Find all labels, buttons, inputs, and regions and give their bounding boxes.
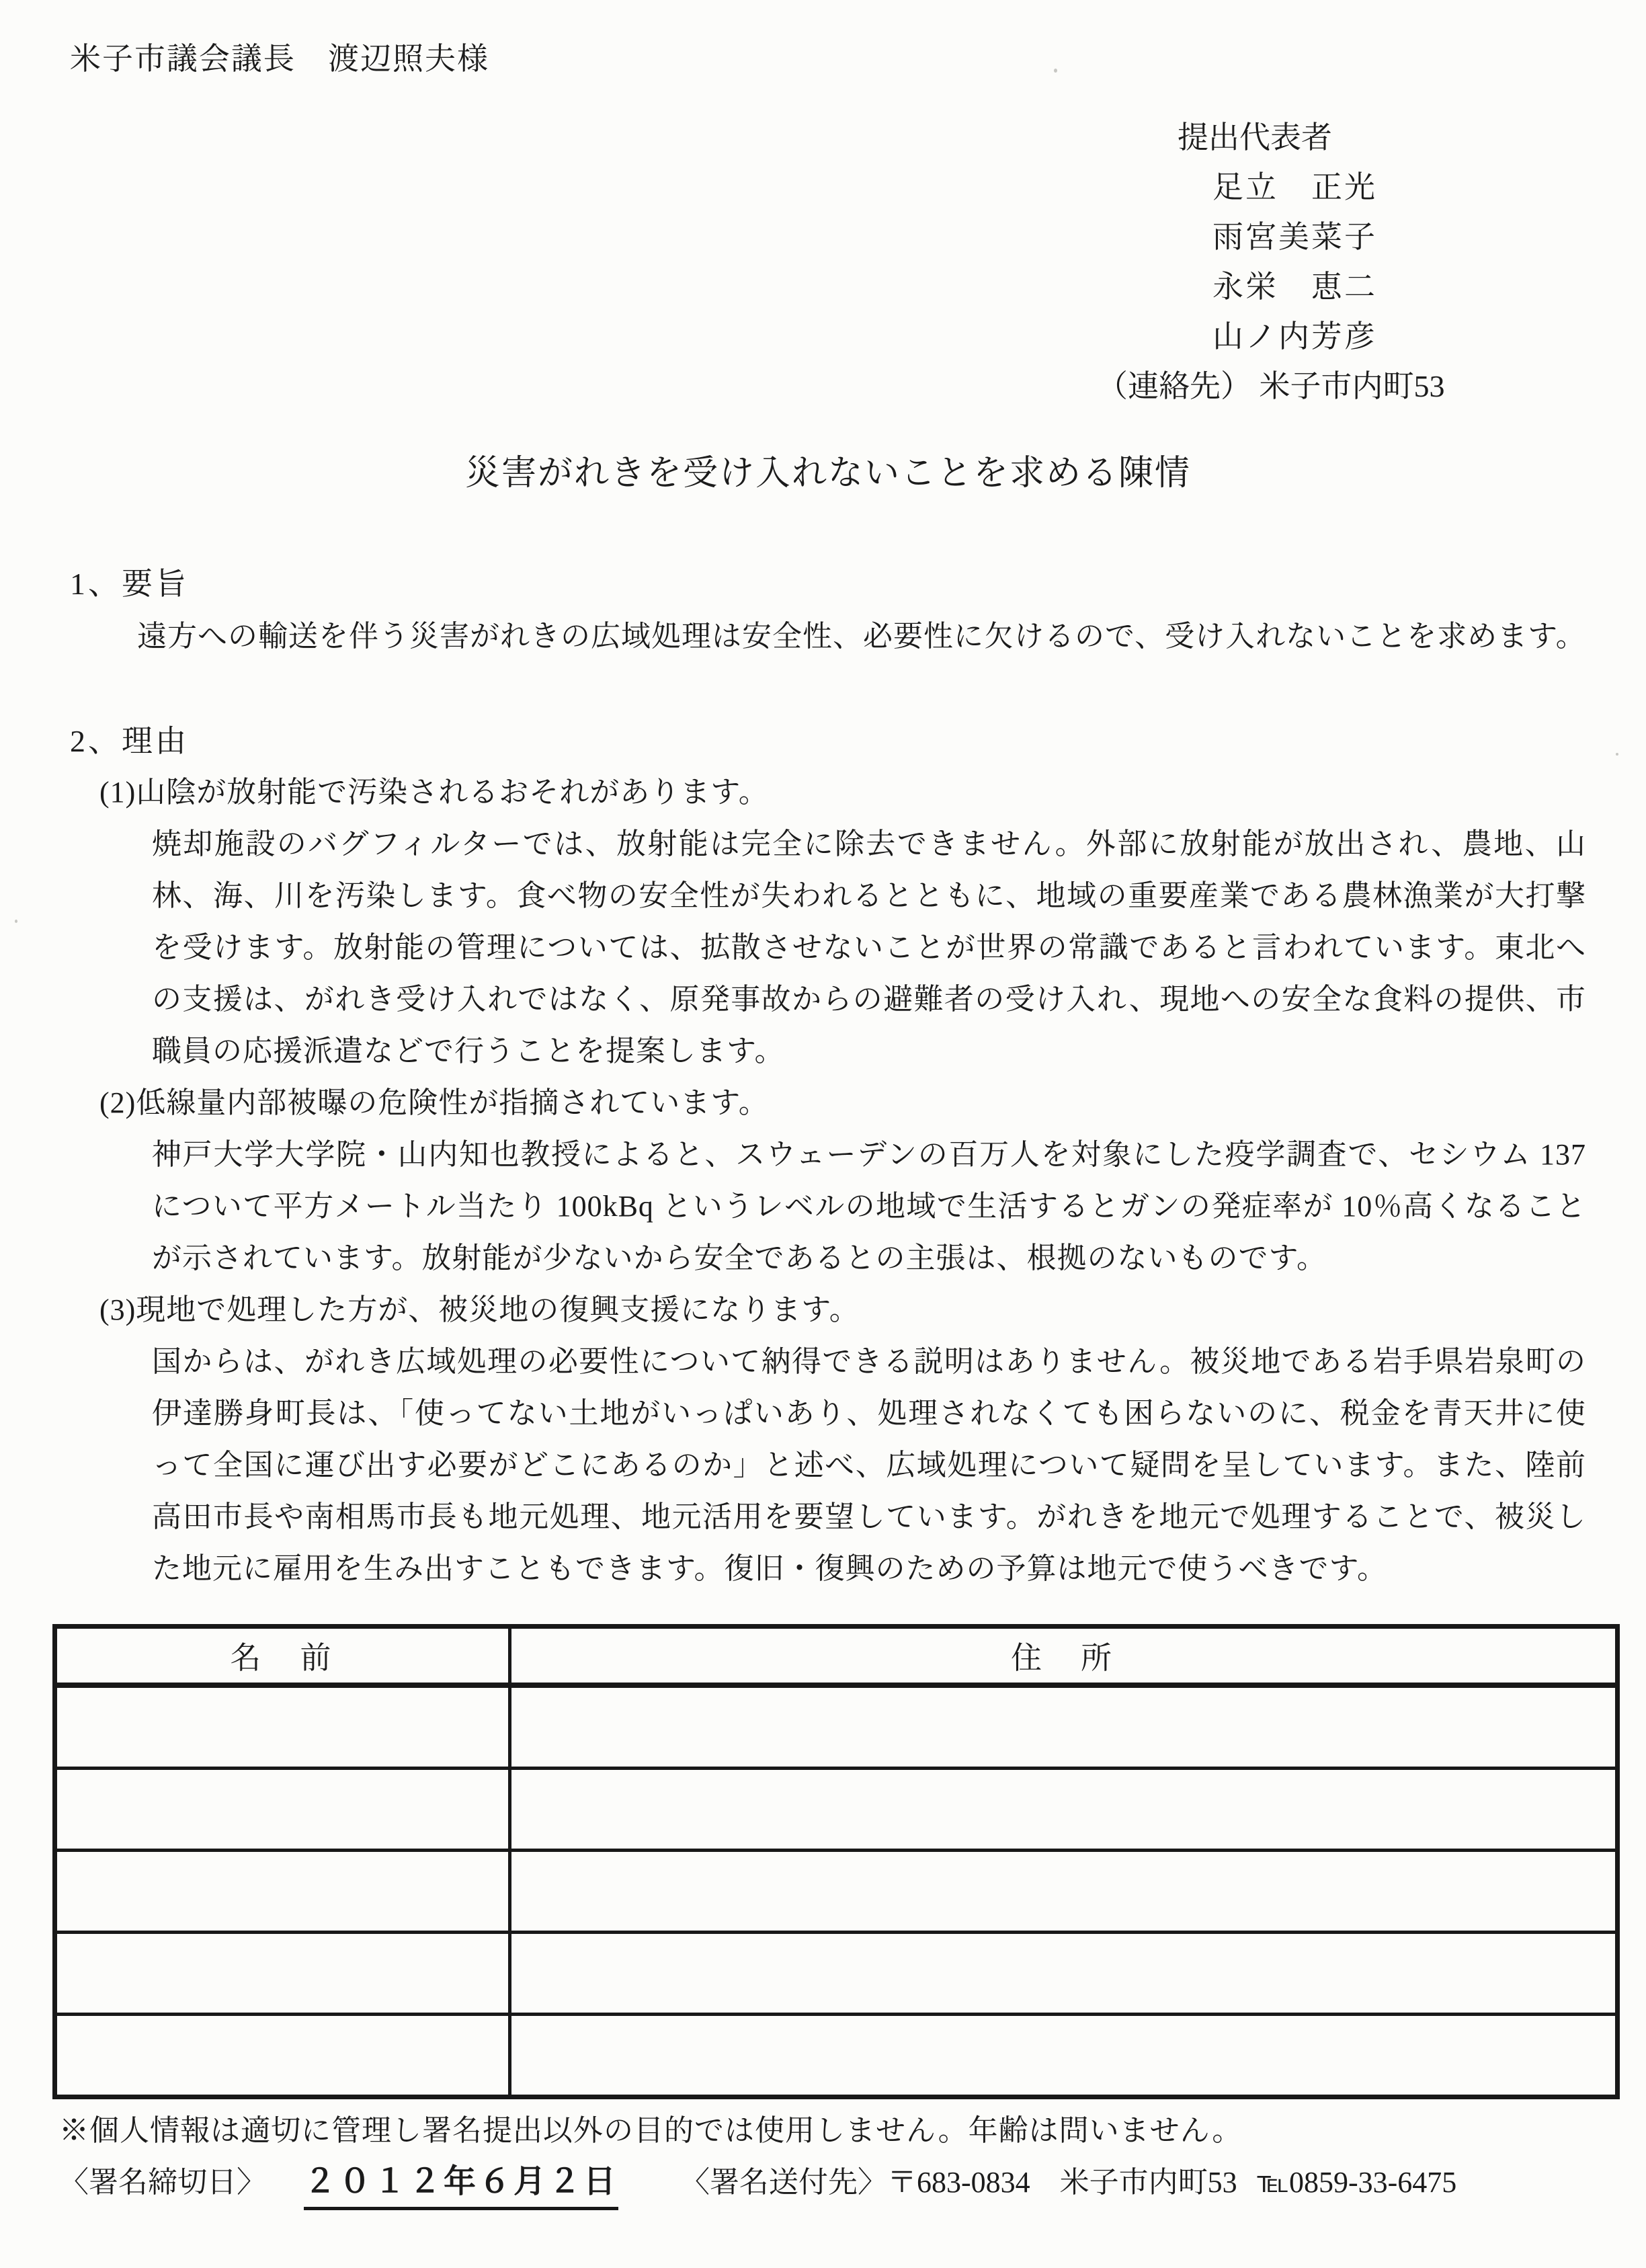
phone-number: ℡0859-33-6475	[1257, 2166, 1457, 2199]
signature-cell-name	[55, 1685, 510, 1769]
signature-row	[55, 1933, 1618, 2015]
column-header-name: 名 前	[55, 1627, 510, 1686]
signature-cell-address	[510, 1685, 1618, 1769]
scan-speck	[1054, 69, 1057, 73]
signature-cell-address	[510, 1933, 1618, 2015]
representative-name: 足立 正光	[1212, 170, 1377, 204]
column-header-address: 住 所	[510, 1627, 1618, 1686]
reason-3-body: 国からは、がれき広域処理の必要性について納得できる説明はありません。被災地である岩手県岩泉町の伊達勝身町長は、「使ってない土地がいっぱいあり、処理されなくても困らないのに、税金を青天井に使って全国に運び出す必要がどこにあるのか」と述べ、広域処理について疑問を呈しています。また、陸前高田市長や南相馬市長も地元処理、地元活用を要望しています。がれきを地元で処理することで、被災した地元に雇用を生み出すこともできます。復旧・復興のための予算は地元で使うべきです。	[152, 1345, 1586, 1585]
representatives-block	[70, 113, 1586, 411]
signature-row	[55, 2015, 1618, 2097]
reason-1-label: (1)山陰が放射能で汚染されるおそれがあります。	[99, 776, 769, 809]
representative-name: 永栄 恵二	[1212, 270, 1377, 304]
reason-3-label: (3)現地で処理した方が、被災地の復興支援になります。	[99, 1293, 860, 1326]
scan-speck	[1616, 753, 1618, 756]
signature-cell-address	[510, 1851, 1618, 1933]
reason-2-label: (2)低線量内部被曝の危険性が指摘されています。	[99, 1086, 769, 1119]
reason-1-body: 焼却施設のバグフィルターでは、放射能は完全に除去できません。外部に放射能が放出され、農地、山林、海、川を汚染します。食べ物の安全性が失われるとともに、地域の重要産業である農林漁業が大打撃を受けます。放射能の管理については、拡散させないことが世界の常識であると言われています。東北への支援は、がれき受け入れではなく、原発事故からの避難者の受け入れ、現地への安全な食料の提供、市職員の応援派遣などで行うことを提案します。	[152, 827, 1586, 1067]
signature-cell-name	[55, 1933, 510, 2015]
signature-row	[55, 1851, 1618, 1933]
signature-cell-name	[55, 1769, 510, 1851]
deadline-label: 〈署名締切日〉	[59, 2166, 266, 2199]
signature-table-header-row	[55, 1627, 1618, 1686]
scan-speck	[15, 920, 17, 923]
reason-2-body: 神戸大学大学院・山内知也教授によると、スウェーデンの百万人を対象にした疫学調査で、セシウム 137 について平方メートル当たり 100kBq というレベルの地域で生活するとガンの発症率が 10％高くなることが示されています。放射能が少ないから安全であるとの主張は、根拠のないものです。	[152, 1138, 1586, 1274]
footer-line	[59, 2160, 1586, 2210]
signature-cell-name	[55, 1851, 510, 1933]
summary-text: 遠方への輸送を伴う災害がれきの広域処理は安全性、必要性に欠けるので、受け入れないことを求めます。	[137, 620, 1586, 653]
section-heading-summary: 1、要旨	[70, 567, 189, 601]
signature-cell-address	[510, 2015, 1618, 2097]
section-heading-reasons: 2、理由	[70, 724, 189, 758]
send-to-label: 〈署名送付先〉	[680, 2166, 888, 2199]
reasons-list	[70, 766, 1586, 1594]
send-to-address: 〒683-0834 米子市内町53	[887, 2166, 1237, 2199]
signature-cell-address	[510, 1769, 1618, 1851]
addressee-line: 米子市議会議長 渡辺照夫様	[70, 42, 489, 76]
representatives-label: 提出代表者	[1178, 120, 1332, 155]
representative-name: 山ノ内芳彦	[1212, 319, 1377, 354]
contact-address-line: （連絡先） 米子市内町53	[1097, 369, 1445, 403]
representative-name: 雨宮美菜子	[1212, 220, 1377, 254]
privacy-note: ※個人情報は適切に管理し署名提出以外の目的では使用しません。年齢は問いません。	[59, 2114, 1243, 2147]
signature-cell-name	[55, 2015, 510, 2097]
signature-row	[55, 1769, 1618, 1851]
document-title: 災害がれきを受け入れないことを求める陳情	[464, 454, 1191, 493]
deadline-value: ２０１２年６月２日	[304, 2160, 618, 2210]
signature-row	[55, 1685, 1618, 1769]
signature-table	[52, 1624, 1620, 2099]
